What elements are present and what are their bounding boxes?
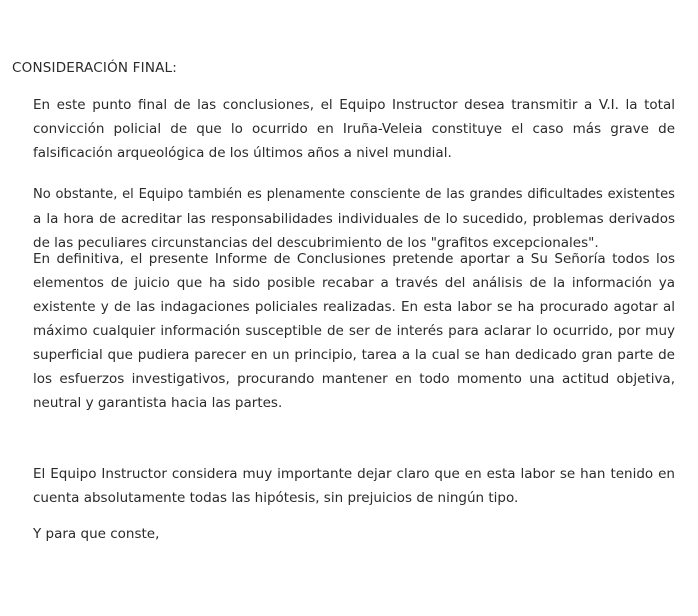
- paragraph-line: de las peculiares circunstancias del descubrimiento de los "grafitos excepcionales".: [33, 235, 599, 251]
- paragraph-line: falsificación arqueológica de los últimos años a nivel mundial.: [33, 145, 452, 161]
- paragraph-line: El Equipo Instructor considera muy importante dejar claro que en esta labor se han tenido en: [33, 466, 675, 482]
- paragraph-line: En este punto final de las conclusiones, el Equipo Instructor desea transmitir a V.I. la total: [33, 97, 675, 113]
- paragraph-conviction: [33, 93, 675, 165]
- paragraph-line: los esfuerzos investigativos, procurando mantener en todo momento una actitud objetiva,: [33, 371, 675, 387]
- paragraph-line: neutral y garantista hacia las partes.: [33, 395, 283, 411]
- paragraph-line: elementos de juicio que ha sido posible recabar a través del análisis de la información ya: [33, 275, 675, 291]
- paragraph-difficulties: [33, 183, 675, 255]
- paragraph-hypotheses: [33, 462, 675, 510]
- paragraph-line: a la hora de acreditar las responsabilidades individuales de lo sucedido, problemas derivados: [33, 211, 675, 227]
- paragraph-line: cuenta absolutamente todas las hipótesis, sin prejuicios de ningún tipo.: [33, 490, 519, 506]
- paragraph-line: existente y de las indagaciones policiales realizadas. En esta labor se ha procurado agotar al: [33, 299, 675, 315]
- paragraph-line: convicción policial de que lo ocurrido en Iruña-Veleia constituye el caso más grave de: [33, 121, 675, 137]
- paragraph-report-purpose: [33, 247, 675, 415]
- section-heading: CONSIDERACIÓN FINAL:: [12, 60, 178, 76]
- paragraph-closing: [33, 522, 675, 546]
- paragraph-line: máximo cualquier información susceptible de ser de interés para aclarar lo ocurrido, por muy: [33, 323, 675, 339]
- paragraph-line: En definitiva, el presente Informe de Conclusiones pretende aportar a Su Señoría todos los: [33, 251, 675, 267]
- paragraph-line: No obstante, el Equipo también es plenamente consciente de las grandes dificultades existentes: [33, 187, 675, 202]
- paragraph-line: superficial que pudiera parecer en un principio, tarea a la cual se han dedicado gran parte de: [33, 347, 675, 363]
- paragraph-line: Y para que conste,: [33, 526, 160, 542]
